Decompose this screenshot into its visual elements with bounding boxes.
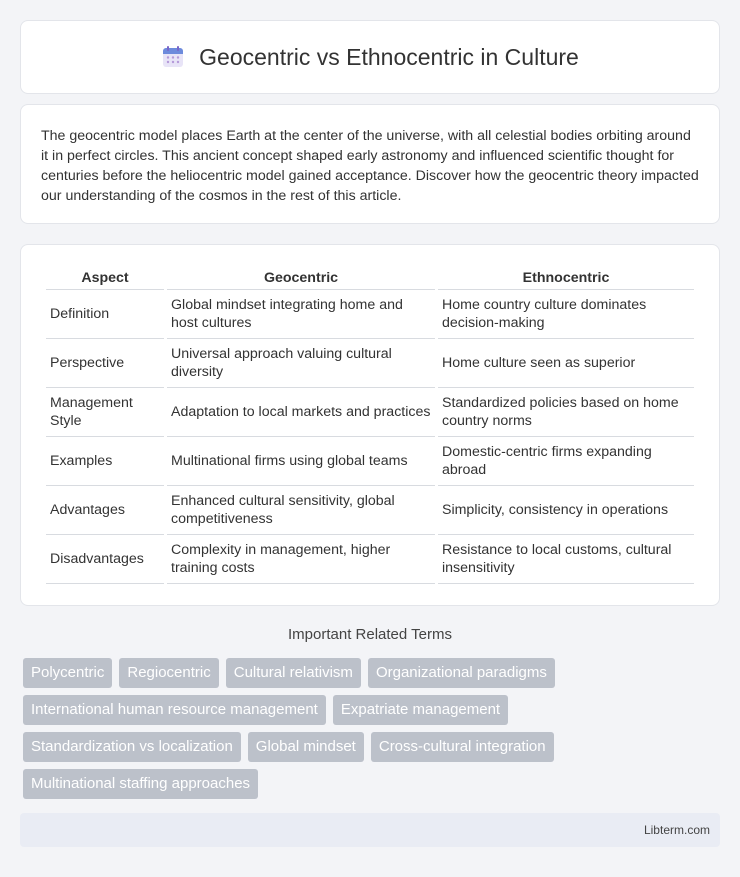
row-geocentric: Enhanced cultural sensitivity, global competitiveness xyxy=(167,486,435,535)
footer-site-link[interactable]: Libterm.com xyxy=(643,823,710,837)
row-ethnocentric: Standardized policies based on home country norms xyxy=(438,388,694,437)
tag-organizational-paradigms[interactable]: Organizational paradigms xyxy=(368,658,555,688)
table-row xyxy=(46,486,694,535)
header-geocentric: Geocentric xyxy=(167,265,435,290)
footer xyxy=(20,813,720,847)
tag-regiocentric[interactable]: Regiocentric xyxy=(119,658,218,688)
table-row xyxy=(46,339,694,388)
tag-global-mindset[interactable]: Global mindset xyxy=(248,732,364,762)
title-card xyxy=(20,20,720,94)
row-geocentric: Global mindset integrating home and host cultures xyxy=(167,290,435,339)
comparison-table-card xyxy=(20,244,720,606)
related-terms-tags xyxy=(23,658,723,806)
tag-international-hrm[interactable]: International human resource management xyxy=(23,695,326,725)
table-row xyxy=(46,437,694,486)
row-ethnocentric: Simplicity, consistency in operations xyxy=(438,486,694,535)
calendar-icon xyxy=(161,45,185,69)
row-ethnocentric: Resistance to local customs, cultural insensitivity xyxy=(438,535,694,584)
table-row xyxy=(46,535,694,584)
row-ethnocentric: Domestic-centric firms expanding abroad xyxy=(438,437,694,486)
tag-cultural-relativism[interactable]: Cultural relativism xyxy=(226,658,361,688)
table-row xyxy=(46,388,694,437)
tag-expatriate-management[interactable]: Expatriate management xyxy=(333,695,508,725)
row-ethnocentric: Home culture seen as superior xyxy=(438,339,694,388)
intro-text: The geocentric model places Earth at the center of the universe, with all celestial bodies orbiting around it in perfect circles. This ancient concept shaped early astronomy and influenced scientific thought for centuries before the heliocentric model gained acceptance. Discover how the geocentric theory impacted our understanding of the cosmos in the rest of this article. xyxy=(41,128,699,204)
tag-row xyxy=(23,732,723,762)
tag-polycentric[interactable]: Polycentric xyxy=(23,658,112,688)
tag-standardization-vs-localization[interactable]: Standardization vs localization xyxy=(23,732,241,762)
tag-row xyxy=(23,769,723,799)
table-row xyxy=(46,290,694,339)
intro-card xyxy=(20,104,720,224)
row-geocentric: Multinational firms using global teams xyxy=(167,437,435,486)
header-aspect: Aspect xyxy=(46,265,164,290)
row-aspect: Examples xyxy=(46,437,164,486)
tag-cross-cultural-integration[interactable]: Cross-cultural integration xyxy=(371,732,554,762)
page-title: Geocentric vs Ethnocentric in Culture xyxy=(199,43,579,70)
row-aspect: Disadvantages xyxy=(46,535,164,584)
comparison-table xyxy=(43,265,697,584)
row-ethnocentric: Home country culture dominates decision-making xyxy=(438,290,694,339)
row-geocentric: Universal approach valuing cultural diversity xyxy=(167,339,435,388)
header-ethnocentric: Ethnocentric xyxy=(438,265,694,290)
table-header-row xyxy=(46,265,694,290)
row-aspect: Advantages xyxy=(46,486,164,535)
row-aspect: Perspective xyxy=(46,339,164,388)
tag-row xyxy=(23,658,723,688)
row-aspect: Definition xyxy=(46,290,164,339)
related-terms-title: Important Related Terms xyxy=(288,626,452,643)
tag-row xyxy=(23,695,723,725)
row-geocentric: Complexity in management, higher training costs xyxy=(167,535,435,584)
row-aspect: Management Style xyxy=(46,388,164,437)
row-geocentric: Adaptation to local markets and practices xyxy=(167,388,435,437)
tag-multinational-staffing[interactable]: Multinational staffing approaches xyxy=(23,769,258,799)
